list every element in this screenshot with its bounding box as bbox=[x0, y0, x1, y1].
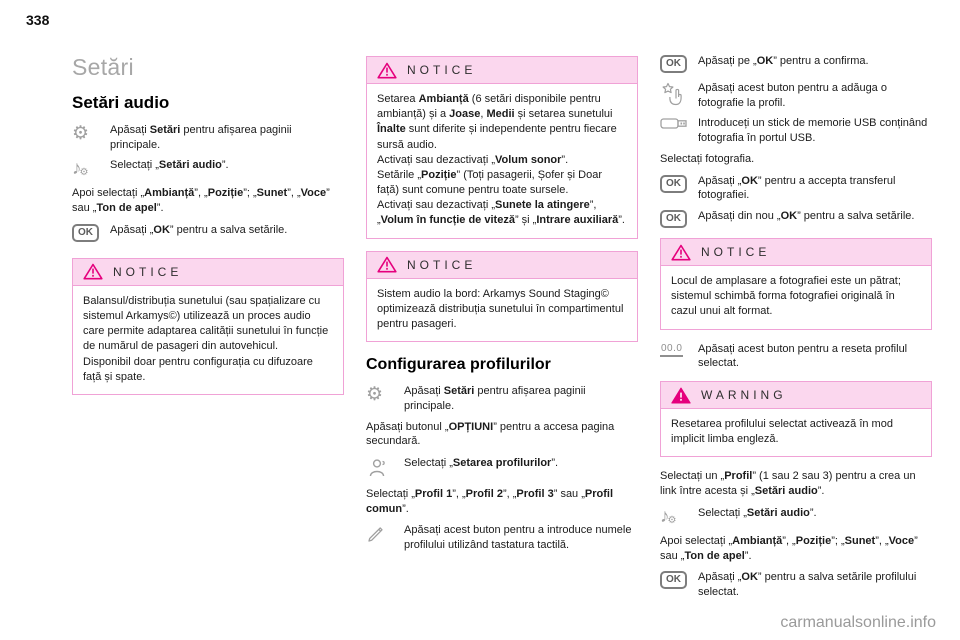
music-note-glyph: ♪ bbox=[660, 505, 670, 527]
ok-label: OK bbox=[660, 175, 687, 193]
paragraph-options-button: Apăsați butonul „OPȚIUNI” pentru a accesa pagina secundară. bbox=[366, 420, 615, 448]
ok-button-icon bbox=[660, 174, 698, 203]
step-text: Apăsați acest buton pentru a introduce numele profilului utilizând tastatura tactilă. bbox=[404, 524, 632, 552]
step-reset-profile bbox=[660, 342, 932, 371]
usb-stick-graphic bbox=[660, 117, 688, 130]
notice-title: NOTICE bbox=[407, 257, 477, 272]
notice-box-photo-format bbox=[660, 238, 932, 330]
gear-glyph-small: ⚙ bbox=[79, 167, 89, 179]
settings-gear-icon bbox=[72, 123, 110, 152]
warning-text: Resetarea profilului selectat activează în mod implicit limba engleză. bbox=[671, 418, 893, 446]
reset-glyph: 00.0 bbox=[660, 343, 683, 357]
step-text: Apăsați „OK” pentru a salva setările. bbox=[110, 223, 288, 236]
notice-triangle-icon bbox=[83, 263, 103, 280]
ok-button-icon bbox=[660, 570, 698, 599]
step-text: Apăsați acest buton pentru a adăuga o fotografie la profil. bbox=[698, 82, 887, 109]
step-text: Introduceți un stick de memorie USB conținând fotografia în portul USB. bbox=[698, 117, 928, 145]
notice-triangle-icon bbox=[377, 62, 397, 79]
pencil-icon bbox=[366, 523, 404, 552]
warning-header bbox=[661, 382, 931, 409]
notice-box-arkamys bbox=[366, 251, 638, 343]
music-note-glyph: ♪ bbox=[72, 158, 82, 180]
step-ok-save-profile bbox=[660, 570, 932, 599]
music-note-icon bbox=[72, 158, 110, 178]
step-ok-transfer bbox=[660, 174, 932, 203]
ok-button-icon bbox=[660, 209, 698, 228]
step-text: Apăsați acest buton pentru a reseta profilul selectat. bbox=[698, 342, 908, 370]
ok-button-icon bbox=[72, 223, 110, 242]
step-text: Selectați „Setarea profilurilor”. bbox=[404, 457, 559, 469]
step-press-settings bbox=[72, 123, 344, 152]
notice-header bbox=[367, 57, 637, 84]
warning-box-reset bbox=[660, 381, 932, 457]
notice-box-balance bbox=[72, 258, 344, 395]
step-ok-save bbox=[72, 223, 344, 242]
notice-text: Sistem audio la bord: Arkamys Sound Staging© optimizează distribuția sunetului în compartimentul pentru pasageri. bbox=[377, 287, 624, 330]
notice-triangle-icon bbox=[671, 244, 691, 261]
notice-title: NOTICE bbox=[407, 63, 477, 77]
step-text: Apăsați din nou „OK” pentru a salva setările. bbox=[698, 210, 915, 223]
column-middle bbox=[366, 54, 638, 606]
paragraph-profile-link: Selectați un „Profil” (1 sau 2 sau 3) pentru a crea un link între acesta și „Setări audio”. bbox=[660, 470, 916, 498]
notice-header bbox=[661, 239, 931, 266]
profile-person-icon bbox=[366, 456, 404, 479]
heading-audio-settings: Setări audio bbox=[72, 93, 170, 112]
paragraph-ambiance-options: Apoi selectați „Ambianță”, „Poziție”; „Sunet”, „Voce” sau „Ton de apel”. bbox=[660, 534, 918, 562]
ok-label: OK bbox=[660, 571, 687, 589]
settings-gear-icon bbox=[366, 384, 404, 413]
step-press-settings bbox=[366, 384, 638, 413]
hand-star-icon bbox=[660, 82, 686, 108]
section-title: Setări bbox=[72, 54, 134, 80]
step-text: Apăsați „OK” pentru a salva setările profilului selectat. bbox=[698, 571, 917, 599]
page-number: 338 bbox=[26, 12, 50, 28]
step-ok-confirm bbox=[660, 54, 932, 73]
notice-header bbox=[367, 252, 637, 279]
notice-text: Setarea Ambianță (6 setări disponibile pentru ambianță) și a Joase, Medii și setarea sunetului Înalte sunt diferite și independente pentru fiecare sursă audio. Activați sau dezactivați „Volum sonor”. Setările „Poziție” (Toți pasagerii, Șofer și Doar față) sunt comune pentru toate sursele. Activați sau dezactivați „Sunete la atingere”, „Volum în funcție de viteză” și „Intrare auxiliară”. bbox=[377, 93, 625, 227]
step-ok-save-again bbox=[660, 209, 932, 228]
step-enter-profile-name bbox=[366, 523, 638, 552]
gear-glyph-small: ⚙ bbox=[667, 514, 677, 526]
usb-stick-icon bbox=[660, 116, 698, 145]
paragraph-select-photo: Selectați fotografia. bbox=[660, 152, 755, 165]
step-insert-usb bbox=[660, 116, 932, 145]
watermark: carmanualsonline.info bbox=[780, 614, 936, 631]
step-select-profile-settings bbox=[366, 456, 638, 479]
step-text: Apăsați Setări pentru afișarea paginii principale. bbox=[404, 385, 586, 412]
step-text: Apăsați pe „OK” pentru a confirma. bbox=[698, 55, 869, 67]
gear-glyph: ⚙ bbox=[366, 384, 384, 406]
notice-title: NOTICE bbox=[113, 264, 183, 279]
ok-label: OK bbox=[72, 224, 99, 242]
column-right bbox=[660, 54, 932, 606]
step-text: Apăsați Setări pentru afișarea paginii principale. bbox=[110, 124, 292, 151]
person-icon bbox=[366, 457, 388, 479]
add-photo-star-icon bbox=[660, 81, 698, 110]
step-select-audio-settings bbox=[72, 158, 344, 178]
notice-header bbox=[73, 259, 343, 286]
warning-triangle-icon bbox=[671, 387, 691, 404]
content-columns bbox=[72, 54, 934, 606]
step-text: Apăsați „OK” pentru a accepta transferul fotografiei. bbox=[698, 174, 896, 202]
column-left bbox=[72, 54, 344, 606]
reset-profile-icon bbox=[660, 342, 698, 371]
step-add-photo bbox=[660, 81, 932, 110]
pencil-icon-graphic bbox=[366, 524, 386, 544]
ok-label: OK bbox=[660, 55, 687, 73]
heading-profile-configuration: Configurarea profilurilor bbox=[366, 356, 551, 374]
notice-text: Balansul/distribuția sunetului (sau spațializare cu sistemul Arkamys©) utilizează un proces audio care permite adaptarea calității sunetului în funcție de numărul de pasageri din autovehicul. Disponibil doar pentru configurația cu difuzoare față și spate. bbox=[83, 294, 329, 383]
music-note-icon bbox=[660, 506, 698, 526]
ok-label: OK bbox=[660, 210, 687, 228]
step-text: Selectați „Setări audio”. bbox=[110, 159, 229, 172]
ok-button-icon bbox=[660, 54, 698, 73]
gear-glyph: ⚙ bbox=[72, 123, 90, 144]
paragraph-ambiance-options: Apoi selectați „Ambianță”, „Poziție”; „Sunet”, „Voce” sau „Ton de apel”. bbox=[72, 187, 330, 215]
notice-title: NOTICE bbox=[701, 245, 771, 260]
warning-title: WARNING bbox=[701, 388, 787, 403]
notice-box-ambiance bbox=[366, 56, 638, 239]
notice-text: Locul de amplasare a fotografiei este un pătrat; sistemul schimbă forma fotografiei originală în cazul unui alt format. bbox=[671, 275, 901, 318]
step-text: Selectați „Setări audio”. bbox=[698, 506, 817, 519]
notice-triangle-icon bbox=[377, 256, 397, 273]
paragraph-profile-options: Selectați „Profil 1”, „Profil 2”, „Profil 3” sau „Profil comun”. bbox=[366, 488, 614, 515]
step-select-audio-settings bbox=[660, 506, 932, 526]
